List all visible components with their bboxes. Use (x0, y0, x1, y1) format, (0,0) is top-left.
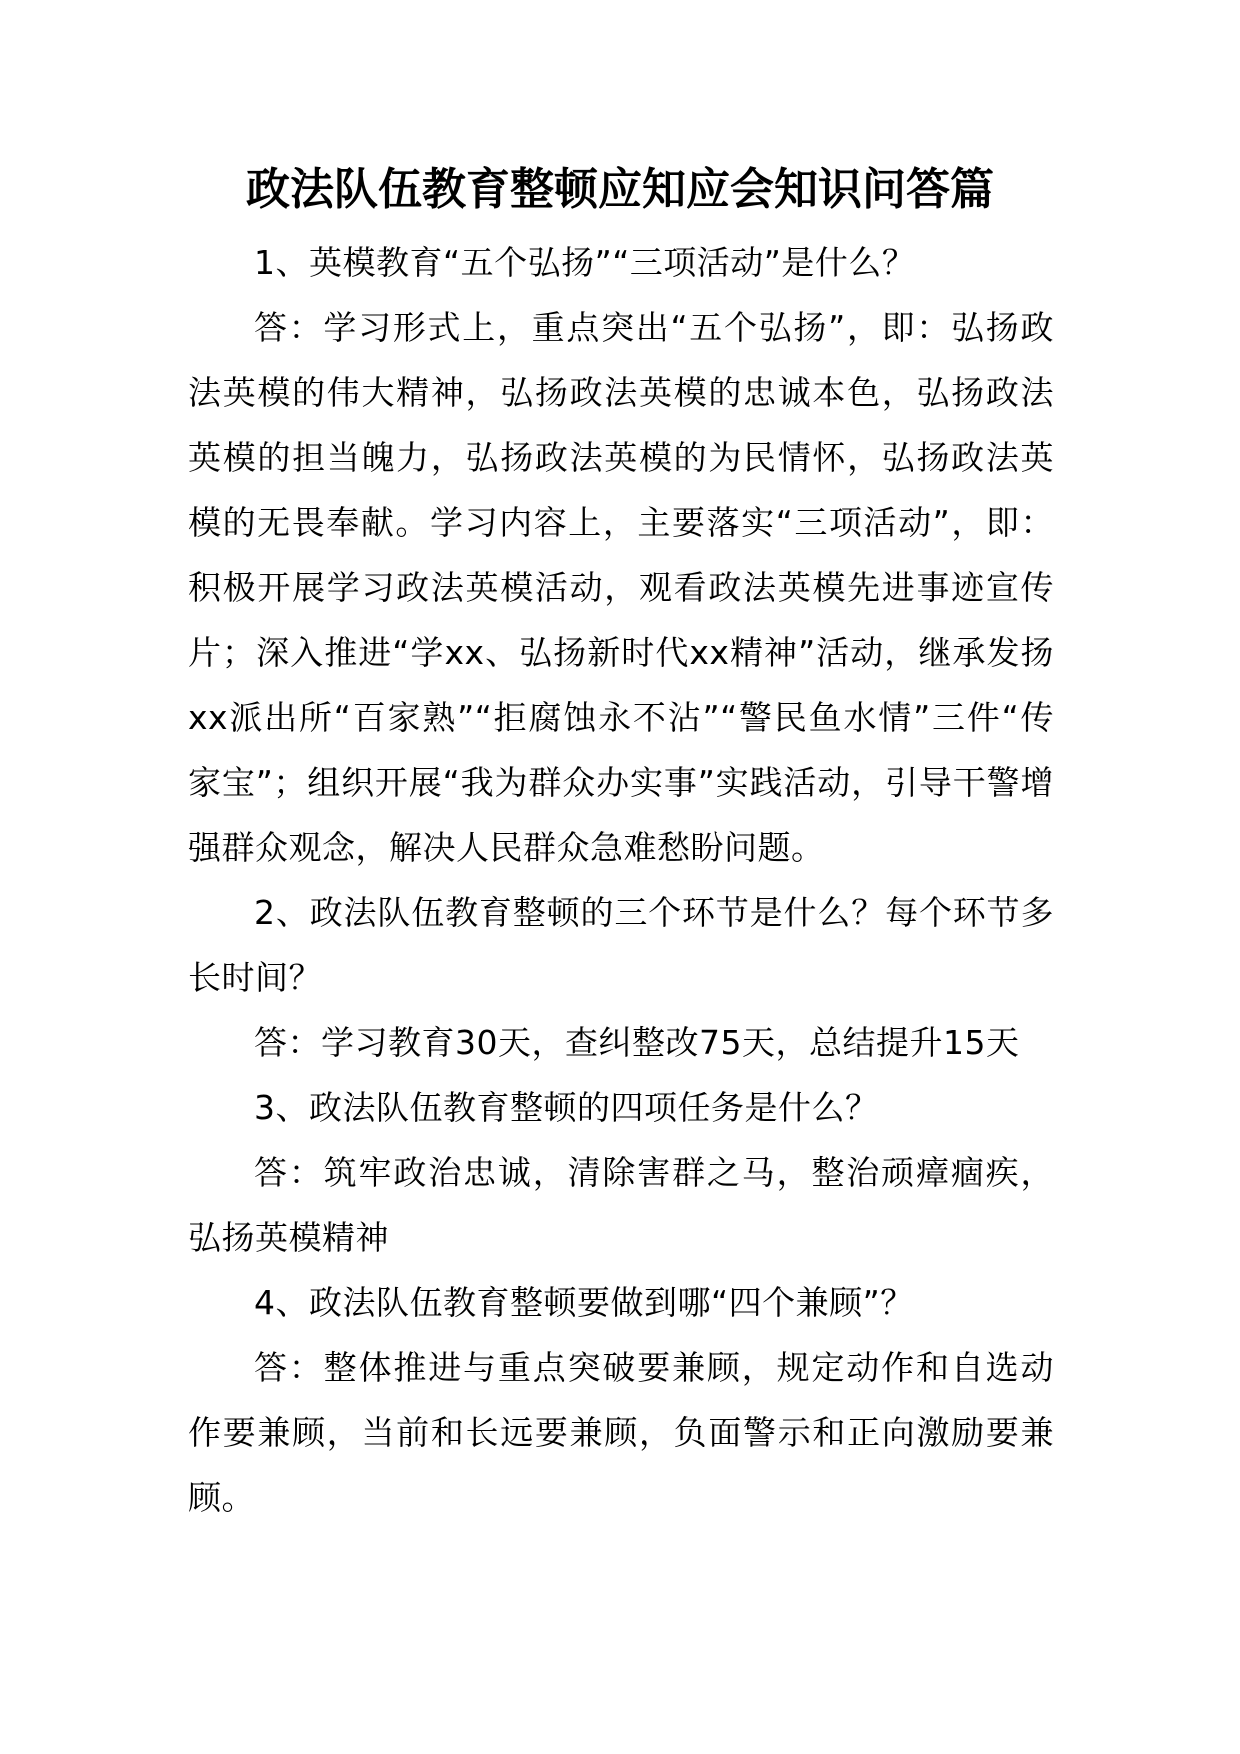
question-4: 4、政法队伍教育整顿要做到哪“四个兼顾”？ (254, 1283, 914, 1322)
answer-4: 答：整体推进与重点突破要兼顾，规定动作和自选动作要兼顾，当前和长远要兼顾，负面警示和正向激励要兼顾。 (188, 1348, 1054, 1517)
answer-2: 答：学习教育30天，查纠整改75天，总结提升15天 (254, 1023, 1020, 1062)
document-body (188, 230, 1054, 1530)
answer-3: 答：筑牢政治忠诚，清除害群之马，整治顽瘴痼疾，弘扬英模精神 (188, 1153, 1054, 1257)
question-2: 2、政法队伍教育整顿的三个环节是什么？每个环节多长时间？ (188, 893, 1054, 997)
document-title: 政法队伍教育整顿应知应会知识问答篇 (246, 164, 994, 215)
question-3: 3、政法队伍教育整顿的四项任务是什么？ (254, 1088, 879, 1127)
answer-1: 答：学习形式上，重点突出“五个弘扬”，即：弘扬政法英模的伟大精神，弘扬政法英模的忠诚本色，弘扬政法英模的担当魄力，弘扬政法英模的为民情怀，弘扬政法英模的无畏奉献。学习内容上，主要落实“三项活动”，即：积极开展学习政法英模活动，观看政法英模先进事迹宣传片；深入推进“学xx、弘扬新时代xx精神”活动，继承发扬xx派出所“百家熟”“拒腐蚀永不沾”“警民鱼水情”三件“传家宝”；组织开展“我为群众办实事”实践活动，引导干警增强群众观念，解决人民群众急难愁盼问题。 (188, 308, 1054, 867)
question-1: 1、英模教育“五个弘扬”“三项活动”是什么？ (254, 243, 916, 282)
